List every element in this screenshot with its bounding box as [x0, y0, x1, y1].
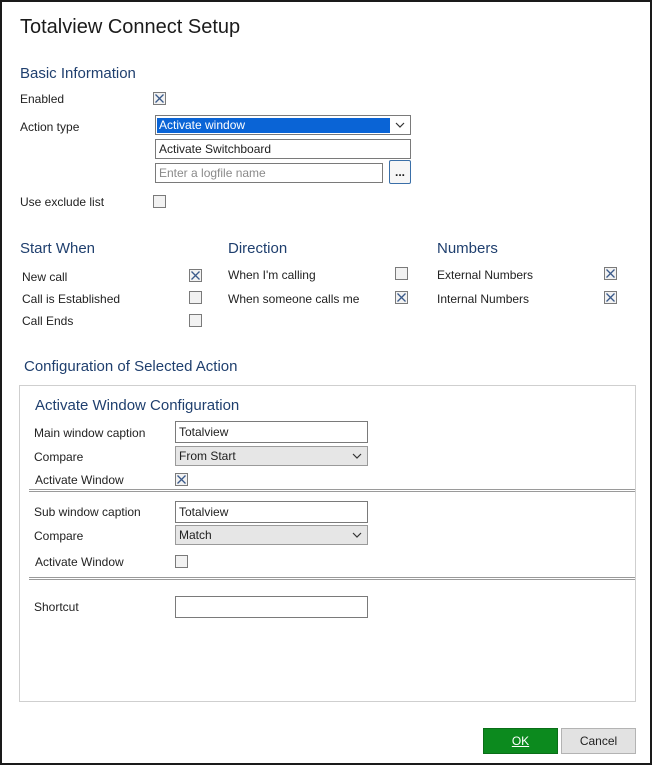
activate-window-config-heading: Activate Window Configuration [35, 397, 240, 414]
checkmark-x-icon [190, 270, 201, 281]
checkmark-x-icon [176, 474, 187, 485]
direction-heading: Direction [228, 240, 288, 257]
compare-select-main[interactable] [175, 446, 368, 466]
exclude-list-label: Use exclude list [20, 195, 105, 209]
checkmark-x-icon [396, 292, 407, 303]
section-divider [29, 489, 635, 492]
sub-caption-label: Sub window caption [34, 505, 141, 519]
new-call-checkbox[interactable] [189, 269, 202, 282]
checkmark-x-icon [605, 292, 616, 303]
action-type-select[interactable] [155, 115, 411, 135]
configuration-panel [19, 385, 636, 702]
activate-window-sub-checkbox[interactable] [175, 555, 188, 568]
enabled-label: Enabled [20, 92, 65, 106]
compare-main-value: From Start [179, 449, 236, 463]
logfile-input[interactable]: Enter a logfile name [155, 163, 383, 183]
sub-caption-input[interactable]: Totalview [175, 501, 368, 523]
cancel-button[interactable]: Cancel [561, 728, 636, 754]
call-established-checkbox[interactable] [189, 291, 202, 304]
start-when-heading: Start When [20, 240, 96, 257]
shortcut-input[interactable] [175, 596, 368, 618]
compare-sub-value: Match [179, 528, 212, 542]
main-caption-input[interactable]: Totalview [175, 421, 368, 443]
external-numbers-checkbox[interactable] [604, 267, 617, 280]
numbers-item-label: External Numbers [437, 268, 534, 282]
ok-button[interactable]: OK [483, 728, 558, 754]
dialog-title: Totalview Connect Setup [20, 16, 241, 38]
direction-item-label: When I'm calling [228, 268, 316, 282]
numbers-item-label: Internal Numbers [437, 292, 530, 306]
compare-label: Compare [34, 450, 84, 464]
chevron-down-icon [347, 532, 367, 538]
chevron-down-icon [390, 122, 410, 128]
action-type-label: Action type [20, 120, 80, 134]
browse-button[interactable]: ... [389, 160, 411, 184]
call-ends-checkbox[interactable] [189, 314, 202, 327]
configuration-heading: Configuration of Selected Action [24, 358, 238, 375]
checkmark-x-icon [154, 93, 165, 104]
enabled-checkbox[interactable] [153, 92, 166, 105]
chevron-down-icon [347, 453, 367, 459]
activate-window-label: Activate Window [35, 555, 124, 569]
compare-select-sub[interactable] [175, 525, 368, 545]
internal-numbers-checkbox[interactable] [604, 291, 617, 304]
exclude-list-checkbox[interactable] [153, 195, 166, 208]
shortcut-label: Shortcut [34, 600, 79, 614]
activate-window-label: Activate Window [35, 473, 124, 487]
someone-calls-checkbox[interactable] [395, 291, 408, 304]
start-when-item-label: New call [22, 270, 68, 284]
checkmark-x-icon [605, 268, 616, 279]
action-detail-field[interactable]: Activate Switchboard [155, 139, 411, 159]
start-when-item-label: Call is Established [22, 292, 121, 306]
basic-information-heading: Basic Information [20, 65, 136, 82]
start-when-item-label: Call Ends [22, 314, 74, 328]
compare-label: Compare [34, 529, 84, 543]
activate-window-main-checkbox[interactable] [175, 473, 188, 486]
main-caption-label: Main window caption [34, 426, 146, 440]
action-type-value: Activate window [157, 118, 390, 133]
section-divider [29, 577, 635, 580]
numbers-heading: Numbers [437, 240, 498, 257]
when-calling-checkbox[interactable] [395, 267, 408, 280]
direction-item-label: When someone calls me [228, 292, 360, 306]
